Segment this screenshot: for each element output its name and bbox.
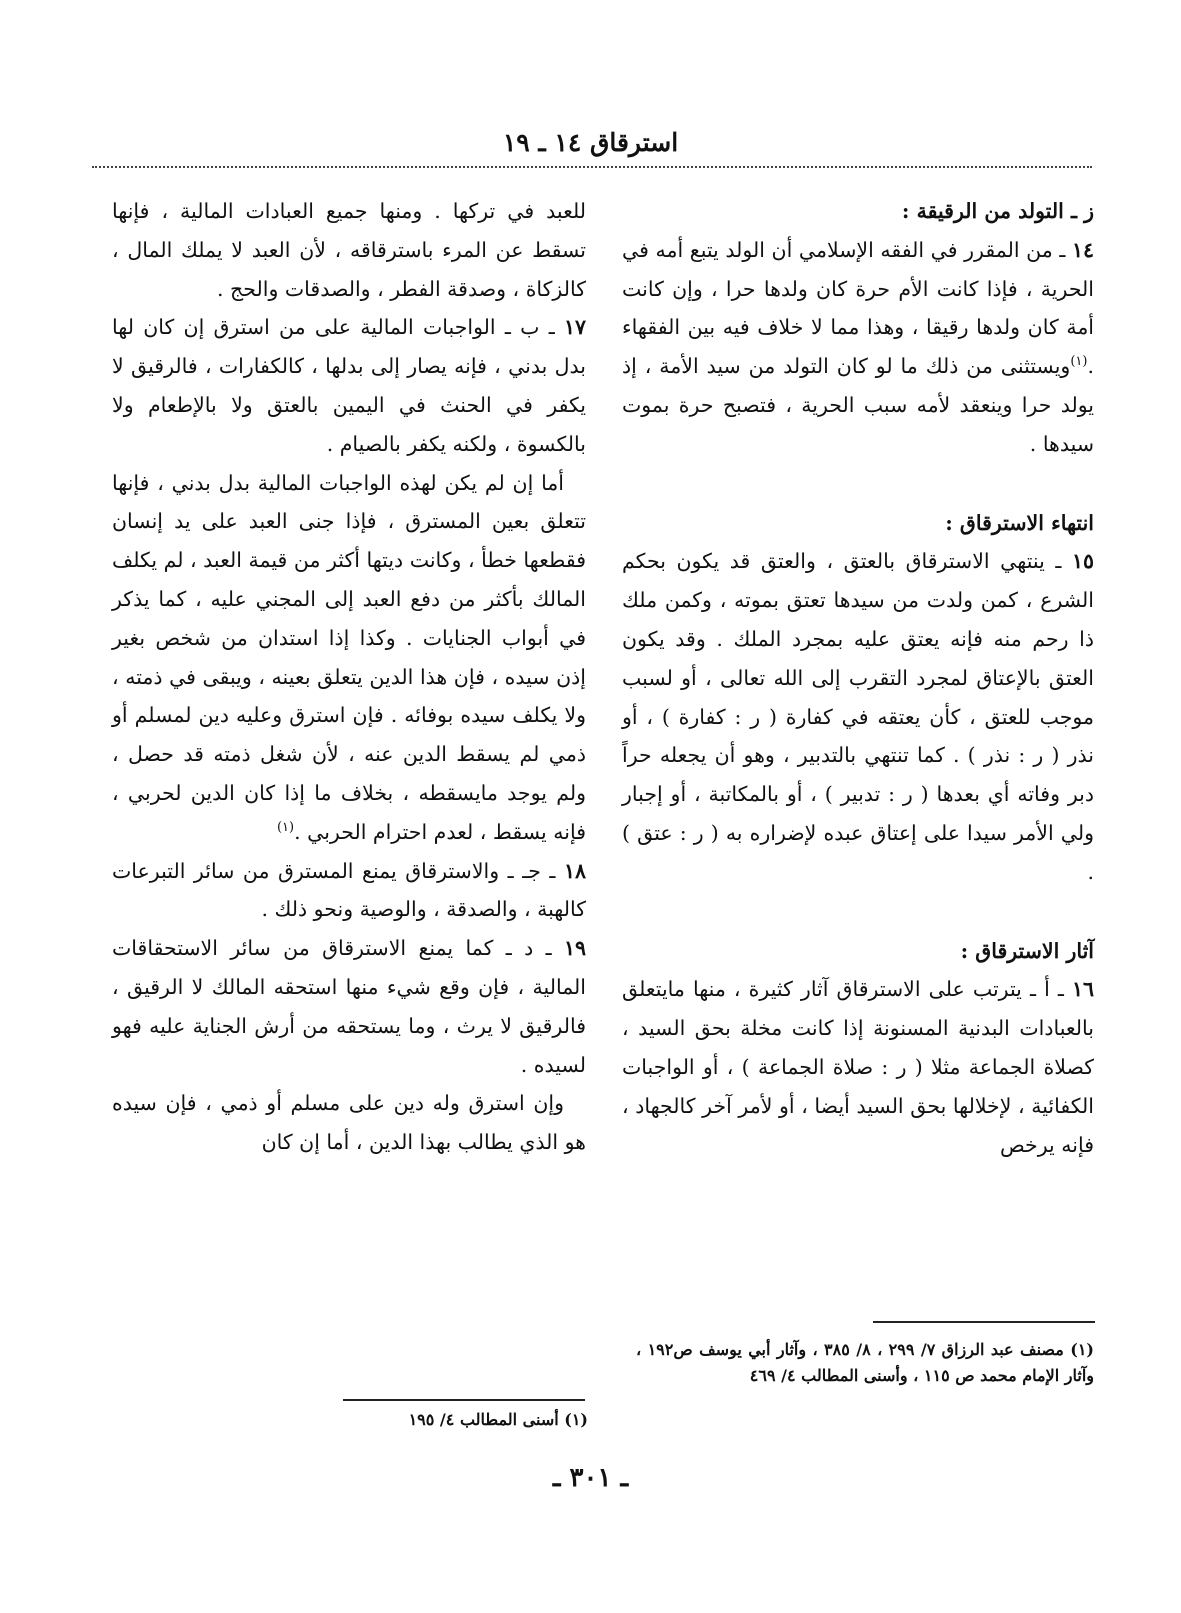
paragraph-18	[112, 852, 586, 930]
paragraph-number: ١٤	[1071, 237, 1094, 262]
paragraph-text: أما إن لم يكن لهذه الواجبات المالية بدل بدني ، فإنها تتعلق بعين المسترق ، فإذا جنى العبد على يد إنسان فقطعها خطأ ، وكانت ديتها أكثر من قيمة العبد ، لم يكلف المالك بأكثر من دفع العبد إلى المجني عليه ، كما يذكر في أبواب الجنايات . وكذا إذا استدان من شخص بغير إذن سيده ، فإن هذا الدين يتعلق بعينه ، ويبقى في ذمته ، ولا يكلف سيده بوفائه . فإن استرق وعليه دين لمسلم أو ذمي لم يسقط الدين عنه ، لأن شغل ذمته قد حصل ، ولم يوجد مايسقطه ، بخلاف ما إذا كان الدين لحربي ، فإنه يسقط ، لعدم احترام الحربي .	[112, 470, 586, 844]
header-dotted-rule	[92, 166, 1092, 168]
paragraph-19	[112, 929, 586, 1084]
paragraph-text: ـ جـ ـ والاسترقاق يمنع المسترق من سائر التبرعات كالهبة ، والصدقة ، والوصية ونحو ذلك .	[112, 858, 586, 922]
spacer	[622, 892, 1094, 932]
paragraph-number: ١٩	[563, 936, 586, 961]
footnote-left: (١) أسنى المطالب ٤/ ١٩٥	[408, 1410, 588, 1429]
left-column	[112, 192, 586, 1162]
paragraph-15	[622, 542, 1094, 891]
paragraph-text: ـ د ـ كما يمنع الاسترقاق من سائر الاستحقاقات المالية ، فإن وقع شيء منها استحقه المالك لا الرقيق ، فالرقيق لا يرث ، وما يستحقه من أرش الجناية عليه فهو لسيده .	[112, 936, 586, 1077]
paragraph-17	[112, 308, 586, 463]
paragraph-16-continued: للعبد في تركها . ومنها جميع العبادات المالية ، فإنها تسقط عن المرء باسترقاقه ، لأن العبد لا يملك المال ، كالزكاة ، وصدقة الفطر ، والصدقات والحج .	[112, 199, 586, 301]
section-heading-effects: آثار الاسترقاق :	[960, 938, 1094, 963]
paragraph-number: ١٧	[563, 315, 586, 340]
paragraph-text: ـ أ ـ يترتب على الاسترقاق آثار كثيرة ، منها مايتعلق بالعبادات البدنية المسنونة إذا كانت مخلة بحق السيد ، كصلاة الجماعة مثلا ( ر : صلاة الجماعة ) ، أو الواجبات الكفائية ، لإخلالها بحق السيد أيضا ، أو لأمر آخر كالجهاد ، فإنه يرخص	[622, 977, 1094, 1157]
paragraph-text: ـ ينتهي الاسترقاق بالعتق ، والعتق قد يكون بحكم الشرع ، كمن ولدت من سيدها تعتق بموته ، وكمن ملك ذا رحم منه فإنه يعتق عليه بمجرد الملك . وقد يكون العتق بالإعتاق لمجرد التقرب إلى الله تعالى ، أو لسبب موجب للعتق ، كأن يعتقه في كفارة ( ر : كفارة ) ، أو نذر ( ر : نذر ) . كما تنتهي بالتدبير ، وهو أن يجعله حراً دبر وفاته أي بعدها ( ر : تدبير ) ، أو بالمكاتبة ، أو إجبار ولي الأمر سيدا على إعتاق عبده لإضراره به ( ر : عتق ) .	[622, 549, 1094, 884]
paragraph-14	[622, 231, 1094, 464]
paragraph-17-second	[112, 464, 586, 852]
footnote-marker: (١)	[1070, 354, 1088, 370]
paragraph-19-second: وإن استرق وله دين على مسلم أو ذمي ، فإن سيده هو الذي يطالب بهذا الدين ، أما إن كان	[112, 1091, 586, 1155]
right-column	[622, 192, 1094, 1164]
paragraph-number: ١٦	[1071, 977, 1094, 1002]
footnote-marker: (١)	[276, 819, 295, 835]
running-title: استرقاق ١٤ ـ ١٩	[502, 128, 679, 157]
paragraph-text: ـ ب ـ الواجبات المالية على من استرق إن كان لها بدل بدني ، فإنه يصار إلى بدلها ، كالكفارات ، فالرقيق لا يكفر في الحنث في اليمين بالعتق ولا بالإطعام ولا بالكسوة ، ولكنه يكفر بالصيام .	[112, 315, 586, 456]
section-heading-end-of-slavery: انتهاء الاسترقاق :	[945, 510, 1094, 535]
paragraph-text: ـ من المقرر في الفقه الإسلامي أن الولد يتبع أمه في الحرية ، فإذا كانت الأم حرة كان ولدها حرا ، وإن كانت أمة كان ولدها رقيقا ، وهذا مما لا خلاف فيه بين الفقهاء .	[622, 237, 1094, 379]
footnote-rule-left	[343, 1399, 585, 1401]
footnote-rule-right	[873, 1321, 1095, 1323]
spacer	[622, 464, 1094, 504]
paragraph-number: ١٨	[563, 858, 586, 883]
footnote-right: (١) مصنف عبد الرزاق ٧/ ٢٩٩ ، ٨/ ٣٨٥ ، وآثار أبي يوسف ص١٩٢ ، وآثار الإمام محمد ص ١١٥ ، وأسنى المطالب ٤/ ٤٦٩	[636, 1340, 1094, 1385]
paragraph-16	[622, 970, 1094, 1164]
section-heading-birth: ز ـ التولد من الرقيقة :	[901, 199, 1094, 223]
paragraph-number: ١٥	[1071, 549, 1094, 574]
paragraph-text-continued: ويستثنى من ذلك ما لو كان التولد من سيد الأمة ، إذ يولد حرا وينعقد لأمه سبب الحرية ، فتصبح حرة بموت سيدها .	[622, 354, 1094, 456]
page-number: ـ ٣٠١ ـ	[552, 1463, 629, 1493]
